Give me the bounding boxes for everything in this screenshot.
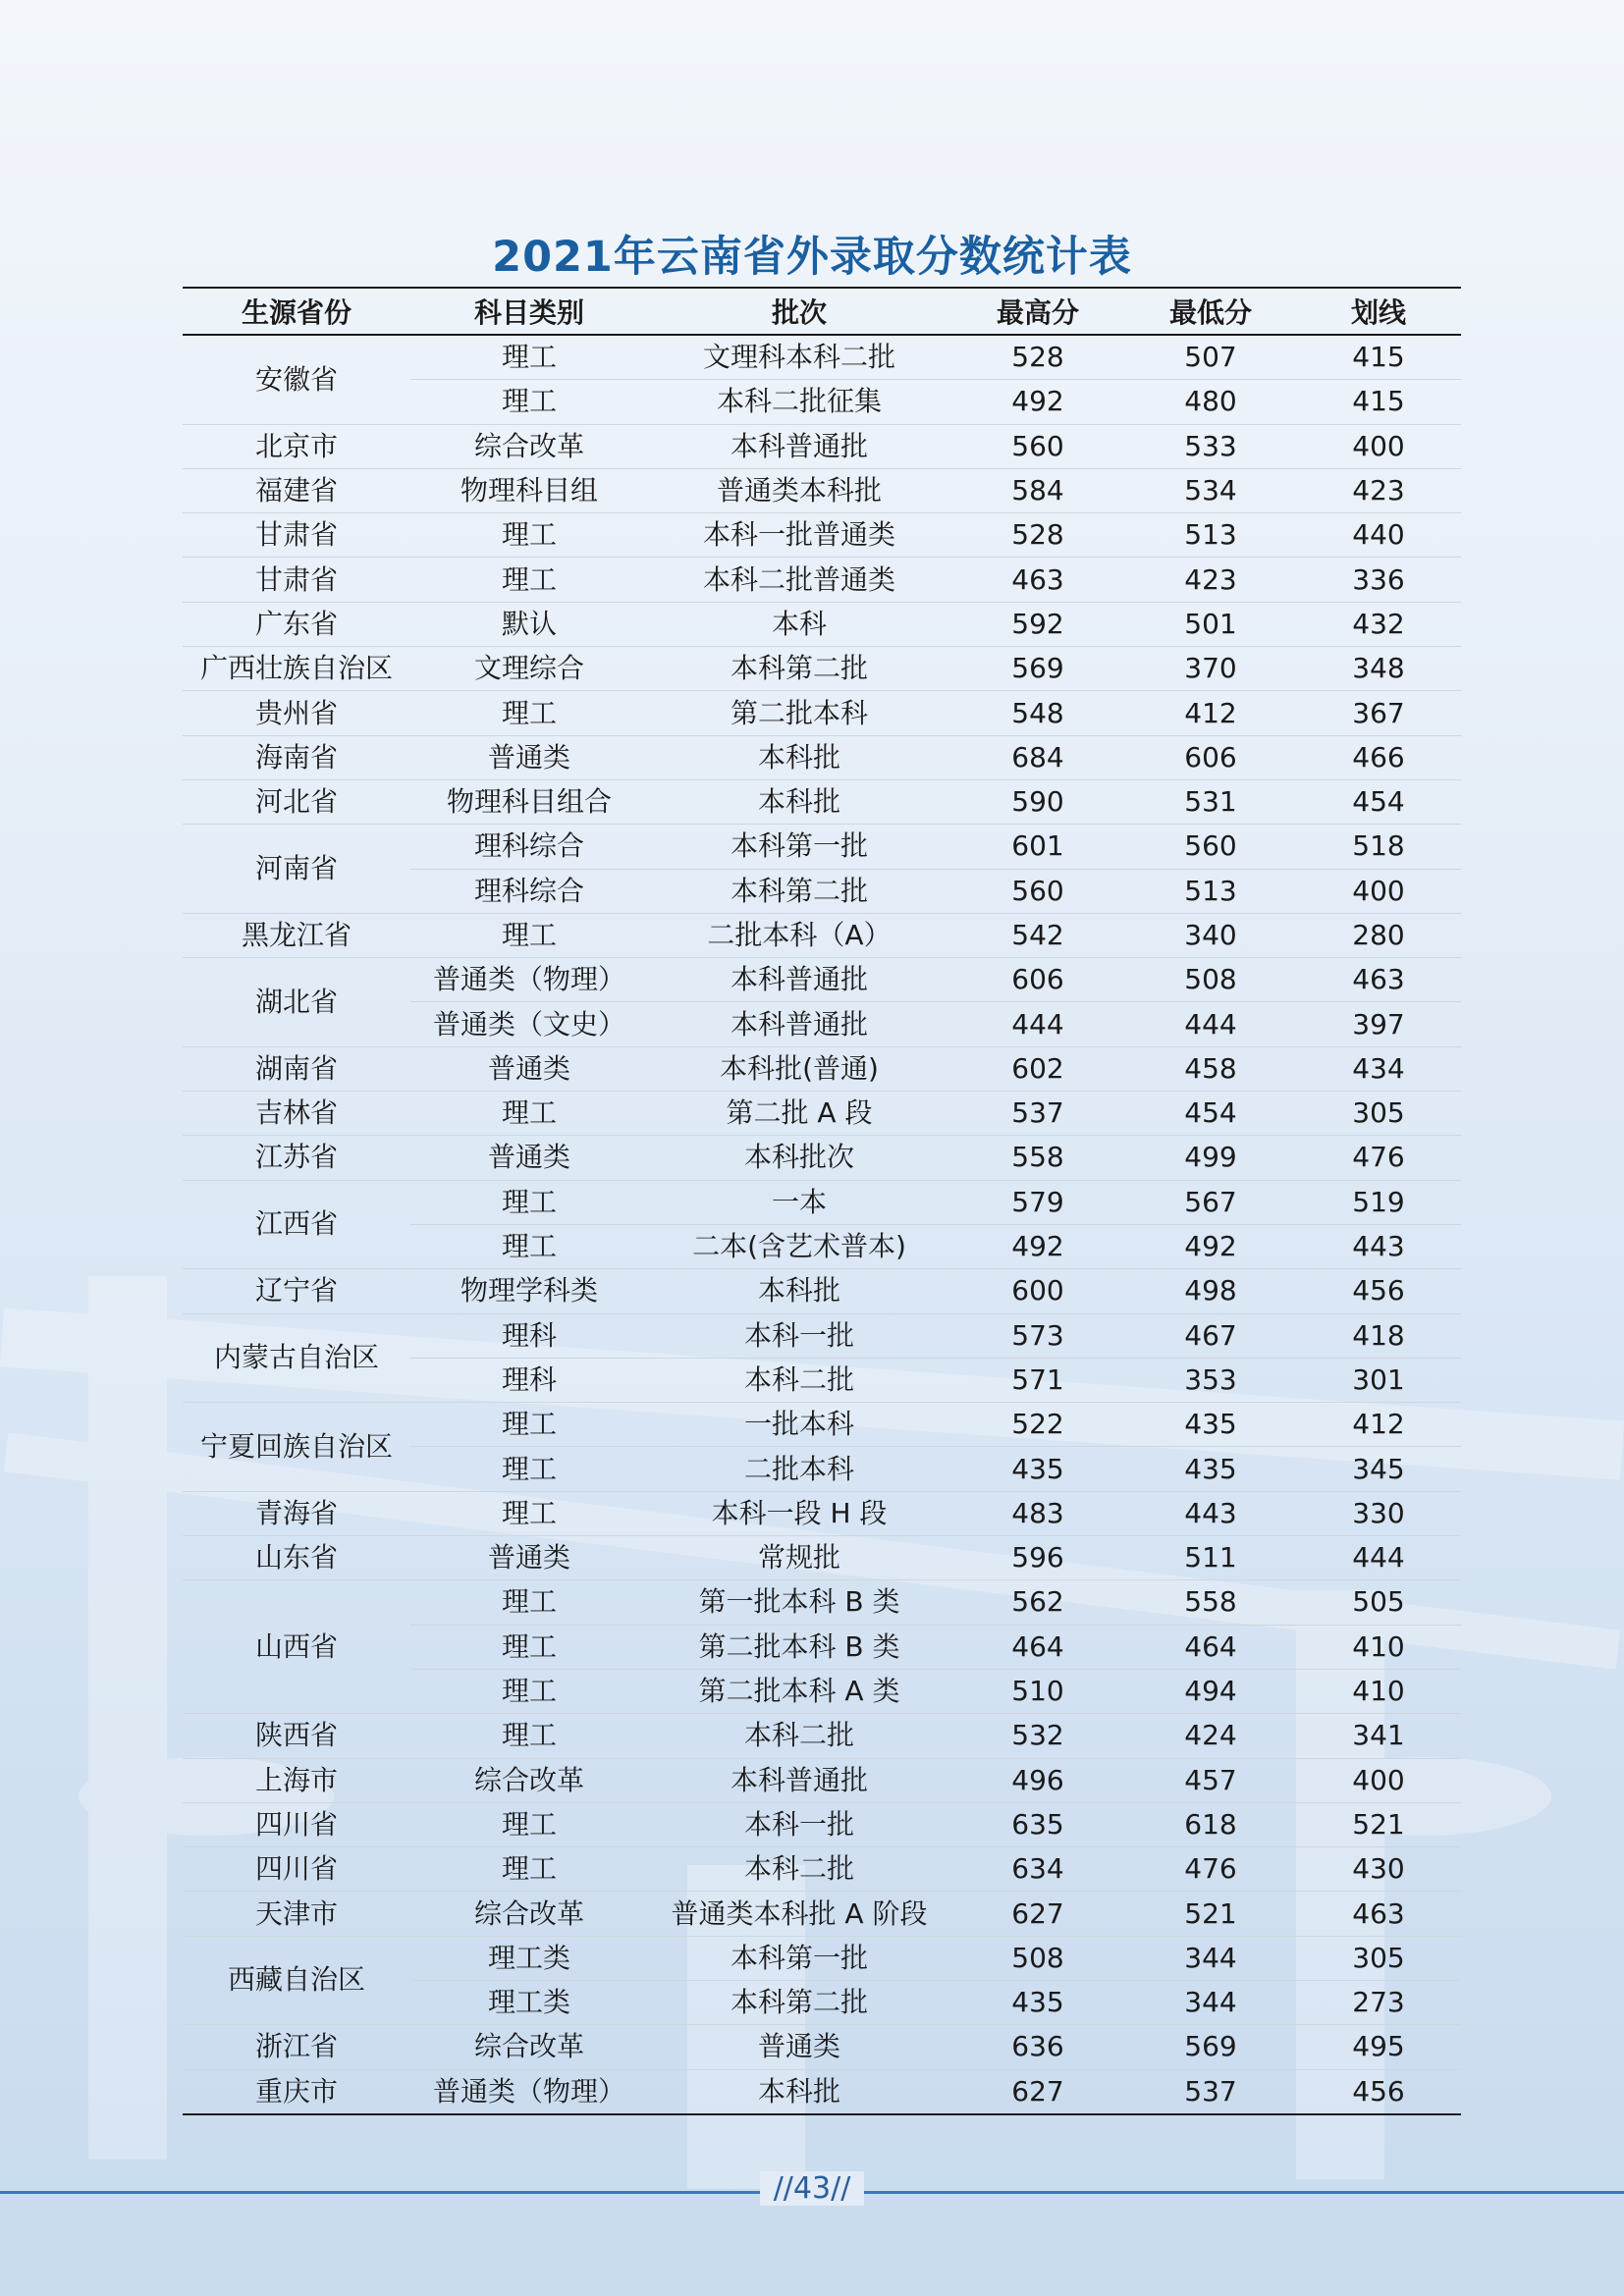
lowest-score-cell: 435 [1125, 1447, 1296, 1491]
cutoff-line-cell: 463 [1296, 1892, 1461, 1936]
highest-score-cell: 596 [950, 1536, 1125, 1580]
province-cell: 广西壮族自治区 [183, 647, 410, 691]
subject-category-cell: 默认 [410, 602, 648, 646]
cutoff-line-cell: 432 [1296, 602, 1461, 646]
province-cell: 河南省 [183, 825, 410, 914]
header-cutoff-line: 划线 [1296, 288, 1461, 335]
subject-category-cell: 综合改革 [410, 424, 648, 468]
highest-score-cell: 579 [950, 1180, 1125, 1224]
batch-cell: 第一批本科 B 类 [648, 1580, 950, 1625]
cutoff-line-cell: 305 [1296, 1092, 1461, 1136]
cutoff-line-cell: 330 [1296, 1491, 1461, 1535]
table-row [183, 958, 1461, 1002]
highest-score-cell: 528 [950, 513, 1125, 558]
highest-score-cell: 600 [950, 1269, 1125, 1313]
province-cell: 甘肃省 [183, 558, 410, 602]
province-cell: 北京市 [183, 424, 410, 468]
cutoff-line-cell: 434 [1296, 1046, 1461, 1091]
highest-score-cell: 537 [950, 1092, 1125, 1136]
subject-category-cell: 综合改革 [410, 1758, 648, 1802]
cutoff-line-cell: 301 [1296, 1358, 1461, 1402]
subject-category-cell: 物理学科类 [410, 1269, 648, 1313]
province-cell: 海南省 [183, 735, 410, 779]
province-cell: 江苏省 [183, 1136, 410, 1180]
page-number: 43 [792, 2171, 832, 2206]
subject-category-cell: 理工 [410, 1580, 648, 1625]
header-lowest-score: 最低分 [1125, 288, 1296, 335]
highest-score-cell: 560 [950, 424, 1125, 468]
highest-score-cell: 492 [950, 380, 1125, 424]
highest-score-cell: 627 [950, 2069, 1125, 2114]
batch-cell: 本科普通批 [648, 1758, 950, 1802]
lowest-score-cell: 476 [1125, 1847, 1296, 1892]
batch-cell: 第二批本科 B 类 [648, 1625, 950, 1669]
province-cell: 贵州省 [183, 691, 410, 735]
table-row [183, 1802, 1461, 1846]
lowest-score-cell: 370 [1125, 647, 1296, 691]
lowest-score-cell: 560 [1125, 825, 1296, 869]
lowest-score-cell: 569 [1125, 2025, 1296, 2069]
lowest-score-cell: 534 [1125, 468, 1296, 512]
cutoff-line-cell: 305 [1296, 1936, 1461, 1980]
table-row [183, 1269, 1461, 1313]
lowest-score-cell: 501 [1125, 602, 1296, 646]
subject-category-cell: 理工 [410, 1092, 648, 1136]
province-cell: 江西省 [183, 1180, 410, 1269]
cutoff-line-cell: 348 [1296, 647, 1461, 691]
highest-score-cell: 464 [950, 1625, 1125, 1669]
table-body [183, 335, 1461, 2114]
province-cell: 天津市 [183, 1892, 410, 1936]
batch-cell: 本科普通批 [648, 1002, 950, 1046]
highest-score-cell: 558 [950, 1136, 1125, 1180]
batch-cell: 本科二批征集 [648, 380, 950, 424]
lowest-score-cell: 435 [1125, 1403, 1296, 1447]
lowest-score-cell: 618 [1125, 1802, 1296, 1846]
highest-score-cell: 548 [950, 691, 1125, 735]
batch-cell: 本科普通批 [648, 424, 950, 468]
table-row [183, 1892, 1461, 1936]
province-cell: 甘肃省 [183, 513, 410, 558]
table-header-row [183, 288, 1461, 335]
batch-cell: 本科二批普通类 [648, 558, 950, 602]
page-number-area [0, 2171, 1624, 2206]
province-cell: 广东省 [183, 602, 410, 646]
batch-cell: 二本(含艺术普本) [648, 1224, 950, 1268]
highest-score-cell: 635 [950, 1802, 1125, 1846]
subject-category-cell: 理工 [410, 1714, 648, 1758]
lowest-score-cell: 537 [1125, 2069, 1296, 2114]
cutoff-line-cell: 518 [1296, 825, 1461, 869]
lowest-score-cell: 499 [1125, 1136, 1296, 1180]
province-cell: 重庆市 [183, 2069, 410, 2114]
lowest-score-cell: 480 [1125, 380, 1296, 424]
highest-score-cell: 606 [950, 958, 1125, 1002]
table-row [183, 1758, 1461, 1802]
batch-cell: 普通类本科批 [648, 468, 950, 512]
highest-score-cell: 634 [950, 1847, 1125, 1892]
table-row [183, 1180, 1461, 1224]
table-row [183, 1714, 1461, 1758]
highest-score-cell: 562 [950, 1580, 1125, 1625]
cutoff-line-cell: 415 [1296, 335, 1461, 380]
subject-category-cell: 物理科目组合 [410, 779, 648, 824]
lowest-score-cell: 513 [1125, 869, 1296, 913]
lowest-score-cell: 498 [1125, 1269, 1296, 1313]
province-cell: 吉林省 [183, 1092, 410, 1136]
subject-category-cell: 理工 [410, 913, 648, 957]
province-cell: 福建省 [183, 468, 410, 512]
table-row [183, 825, 1461, 869]
cutoff-line-cell: 463 [1296, 958, 1461, 1002]
cutoff-line-cell: 345 [1296, 1447, 1461, 1491]
batch-cell: 本科批(普通) [648, 1046, 950, 1091]
subject-category-cell: 普通类 [410, 1046, 648, 1091]
table-row [183, 1313, 1461, 1358]
highest-score-cell: 522 [950, 1403, 1125, 1447]
table-row [183, 1536, 1461, 1580]
subject-category-cell: 理工 [410, 380, 648, 424]
cutoff-line-cell: 412 [1296, 1403, 1461, 1447]
table-row [183, 1491, 1461, 1535]
subject-category-cell: 理工类 [410, 1980, 648, 2024]
highest-score-cell: 508 [950, 1936, 1125, 1980]
cutoff-line-cell: 454 [1296, 779, 1461, 824]
subject-category-cell: 理科综合 [410, 869, 648, 913]
highest-score-cell: 510 [950, 1669, 1125, 1713]
province-cell: 安徽省 [183, 335, 410, 424]
subject-category-cell: 普通类 [410, 1136, 648, 1180]
subject-category-cell: 理工 [410, 1802, 648, 1846]
province-cell: 四川省 [183, 1847, 410, 1892]
cutoff-line-cell: 430 [1296, 1847, 1461, 1892]
batch-cell: 本科一批 [648, 1802, 950, 1846]
batch-cell: 本科第二批 [648, 869, 950, 913]
lowest-score-cell: 454 [1125, 1092, 1296, 1136]
subject-category-cell: 综合改革 [410, 1892, 648, 1936]
cutoff-line-cell: 444 [1296, 1536, 1461, 1580]
lowest-score-cell: 444 [1125, 1002, 1296, 1046]
table-row [183, 735, 1461, 779]
subject-category-cell: 普通类 [410, 1536, 648, 1580]
highest-score-cell: 444 [950, 1002, 1125, 1046]
batch-cell: 二批本科（A） [648, 913, 950, 957]
batch-cell: 本科第二批 [648, 647, 950, 691]
highest-score-cell: 627 [950, 1892, 1125, 1936]
lowest-score-cell: 467 [1125, 1313, 1296, 1358]
page-number-slash-left: // [773, 2171, 793, 2206]
batch-cell: 本科 [648, 602, 950, 646]
batch-cell: 二批本科 [648, 1447, 950, 1491]
province-cell: 上海市 [183, 1758, 410, 1802]
province-cell: 山西省 [183, 1580, 410, 1714]
highest-score-cell: 636 [950, 2025, 1125, 2069]
batch-cell: 本科一批普通类 [648, 513, 950, 558]
highest-score-cell: 463 [950, 558, 1125, 602]
subject-category-cell: 理工 [410, 1669, 648, 1713]
table-row [183, 1092, 1461, 1136]
subject-category-cell: 理工 [410, 1491, 648, 1535]
batch-cell: 本科批 [648, 2069, 950, 2114]
subject-category-cell: 理工 [410, 1403, 648, 1447]
lowest-score-cell: 457 [1125, 1758, 1296, 1802]
batch-cell: 文理科本科二批 [648, 335, 950, 380]
subject-category-cell: 普通类（物理） [410, 2069, 648, 2114]
batch-cell: 本科批次 [648, 1136, 950, 1180]
batch-cell: 本科第一批 [648, 825, 950, 869]
table-row [183, 1847, 1461, 1892]
cutoff-line-cell: 466 [1296, 735, 1461, 779]
subject-category-cell: 物理科目组 [410, 468, 648, 512]
batch-cell: 普通类本科批 A 阶段 [648, 1892, 950, 1936]
page-number-box [760, 2171, 865, 2206]
lowest-score-cell: 507 [1125, 335, 1296, 380]
subject-category-cell: 理工 [410, 691, 648, 735]
batch-cell: 本科二批 [648, 1358, 950, 1402]
province-cell: 湖南省 [183, 1046, 410, 1091]
cutoff-line-cell: 418 [1296, 1313, 1461, 1358]
lowest-score-cell: 494 [1125, 1669, 1296, 1713]
highest-score-cell: 483 [950, 1491, 1125, 1535]
province-cell: 黑龙江省 [183, 913, 410, 957]
lowest-score-cell: 344 [1125, 1980, 1296, 2024]
highest-score-cell: 528 [950, 335, 1125, 380]
batch-cell: 第二批本科 A 类 [648, 1669, 950, 1713]
cutoff-line-cell: 336 [1296, 558, 1461, 602]
subject-category-cell: 理工 [410, 1180, 648, 1224]
province-cell: 辽宁省 [183, 1269, 410, 1313]
highest-score-cell: 571 [950, 1358, 1125, 1402]
lowest-score-cell: 464 [1125, 1625, 1296, 1669]
lowest-score-cell: 606 [1125, 735, 1296, 779]
subject-category-cell: 理工 [410, 1847, 648, 1892]
highest-score-cell: 435 [950, 1980, 1125, 2024]
batch-cell: 本科批 [648, 735, 950, 779]
highest-score-cell: 573 [950, 1313, 1125, 1358]
cutoff-line-cell: 400 [1296, 1758, 1461, 1802]
batch-cell: 本科二批 [648, 1714, 950, 1758]
table-row [183, 2069, 1461, 2114]
batch-cell: 本科批 [648, 1269, 950, 1313]
table-row [183, 647, 1461, 691]
table-row [183, 424, 1461, 468]
province-cell: 河北省 [183, 779, 410, 824]
cutoff-line-cell: 397 [1296, 1002, 1461, 1046]
cutoff-line-cell: 505 [1296, 1580, 1461, 1625]
lowest-score-cell: 424 [1125, 1714, 1296, 1758]
lowest-score-cell: 511 [1125, 1536, 1296, 1580]
subject-category-cell: 理工 [410, 558, 648, 602]
cutoff-line-cell: 456 [1296, 2069, 1461, 2114]
highest-score-cell: 532 [950, 1714, 1125, 1758]
highest-score-cell: 435 [950, 1447, 1125, 1491]
subject-category-cell: 理工 [410, 1224, 648, 1268]
province-cell: 青海省 [183, 1491, 410, 1535]
subject-category-cell: 普通类（物理） [410, 958, 648, 1002]
province-cell: 山东省 [183, 1536, 410, 1580]
subject-category-cell: 理科 [410, 1313, 648, 1358]
lowest-score-cell: 513 [1125, 513, 1296, 558]
lowest-score-cell: 508 [1125, 958, 1296, 1002]
lowest-score-cell: 340 [1125, 913, 1296, 957]
batch-cell: 本科二批 [648, 1847, 950, 1892]
table-row [183, 513, 1461, 558]
cutoff-line-cell: 443 [1296, 1224, 1461, 1268]
subject-category-cell: 理工 [410, 1447, 648, 1491]
lowest-score-cell: 521 [1125, 1892, 1296, 1936]
header-batch: 批次 [648, 288, 950, 335]
table-row [183, 1136, 1461, 1180]
table-row [183, 1403, 1461, 1447]
highest-score-cell: 590 [950, 779, 1125, 824]
admission-score-table [183, 287, 1461, 2115]
cutoff-line-cell: 273 [1296, 1980, 1461, 2024]
batch-cell: 本科批 [648, 779, 950, 824]
cutoff-line-cell: 440 [1296, 513, 1461, 558]
subject-category-cell: 理工类 [410, 1936, 648, 1980]
province-cell: 浙江省 [183, 2025, 410, 2069]
province-cell: 宁夏回族自治区 [183, 1403, 410, 1492]
header-highest-score: 最高分 [950, 288, 1125, 335]
batch-cell: 一批本科 [648, 1403, 950, 1447]
batch-cell: 本科第二批 [648, 1980, 950, 2024]
batch-cell: 本科一批 [648, 1313, 950, 1358]
subject-category-cell: 综合改革 [410, 2025, 648, 2069]
subject-category-cell: 理工 [410, 1625, 648, 1669]
province-cell: 四川省 [183, 1802, 410, 1846]
table-row [183, 913, 1461, 957]
lowest-score-cell: 412 [1125, 691, 1296, 735]
batch-cell: 一本 [648, 1180, 950, 1224]
lowest-score-cell: 531 [1125, 779, 1296, 824]
subject-category-cell: 普通类（文史） [410, 1002, 648, 1046]
header-subject-category: 科目类别 [410, 288, 648, 335]
highest-score-cell: 684 [950, 735, 1125, 779]
table-row [183, 779, 1461, 824]
page-title: 2021年云南省外录取分数统计表 [492, 233, 1132, 282]
table-row [183, 468, 1461, 512]
province-cell: 陕西省 [183, 1714, 410, 1758]
cutoff-line-cell: 341 [1296, 1714, 1461, 1758]
batch-cell: 第二批本科 [648, 691, 950, 735]
batch-cell: 常规批 [648, 1536, 950, 1580]
province-cell: 湖北省 [183, 958, 410, 1047]
highest-score-cell: 569 [950, 647, 1125, 691]
lowest-score-cell: 492 [1125, 1224, 1296, 1268]
table-row [183, 1046, 1461, 1091]
batch-cell: 本科普通批 [648, 958, 950, 1002]
lowest-score-cell: 443 [1125, 1491, 1296, 1535]
highest-score-cell: 560 [950, 869, 1125, 913]
lowest-score-cell: 423 [1125, 558, 1296, 602]
table-row [183, 1580, 1461, 1625]
header-province: 生源省份 [183, 288, 410, 335]
table-row [183, 1936, 1461, 1980]
table-row [183, 2025, 1461, 2069]
province-cell: 内蒙古自治区 [183, 1313, 410, 1403]
subject-category-cell: 理工 [410, 335, 648, 380]
highest-score-cell: 496 [950, 1758, 1125, 1802]
cutoff-line-cell: 410 [1296, 1669, 1461, 1713]
cutoff-line-cell: 280 [1296, 913, 1461, 957]
lowest-score-cell: 558 [1125, 1580, 1296, 1625]
table-row [183, 602, 1461, 646]
highest-score-cell: 602 [950, 1046, 1125, 1091]
highest-score-cell: 601 [950, 825, 1125, 869]
subject-category-cell: 理科 [410, 1358, 648, 1402]
batch-cell: 本科第一批 [648, 1936, 950, 1980]
cutoff-line-cell: 476 [1296, 1136, 1461, 1180]
cutoff-line-cell: 521 [1296, 1802, 1461, 1846]
subject-category-cell: 理科综合 [410, 825, 648, 869]
subject-category-cell: 普通类 [410, 735, 648, 779]
highest-score-cell: 584 [950, 468, 1125, 512]
table-row [183, 691, 1461, 735]
cutoff-line-cell: 400 [1296, 869, 1461, 913]
cutoff-line-cell: 367 [1296, 691, 1461, 735]
cutoff-line-cell: 495 [1296, 2025, 1461, 2069]
lowest-score-cell: 533 [1125, 424, 1296, 468]
page-number-slash-right: // [831, 2171, 851, 2206]
cutoff-line-cell: 410 [1296, 1625, 1461, 1669]
lowest-score-cell: 353 [1125, 1358, 1296, 1402]
admission-score-table-container [183, 287, 1461, 2115]
cutoff-line-cell: 415 [1296, 380, 1461, 424]
cutoff-line-cell: 423 [1296, 468, 1461, 512]
province-cell: 西藏自治区 [183, 1936, 410, 2025]
lowest-score-cell: 344 [1125, 1936, 1296, 1980]
subject-category-cell: 理工 [410, 513, 648, 558]
cutoff-line-cell: 456 [1296, 1269, 1461, 1313]
table-row [183, 335, 1461, 380]
batch-cell: 本科一段 H 段 [648, 1491, 950, 1535]
cutoff-line-cell: 519 [1296, 1180, 1461, 1224]
subject-category-cell: 文理综合 [410, 647, 648, 691]
batch-cell: 普通类 [648, 2025, 950, 2069]
highest-score-cell: 592 [950, 602, 1125, 646]
table-row [183, 558, 1461, 602]
highest-score-cell: 492 [950, 1224, 1125, 1268]
lowest-score-cell: 567 [1125, 1180, 1296, 1224]
lowest-score-cell: 458 [1125, 1046, 1296, 1091]
highest-score-cell: 542 [950, 913, 1125, 957]
batch-cell: 第二批 A 段 [648, 1092, 950, 1136]
cutoff-line-cell: 400 [1296, 424, 1461, 468]
